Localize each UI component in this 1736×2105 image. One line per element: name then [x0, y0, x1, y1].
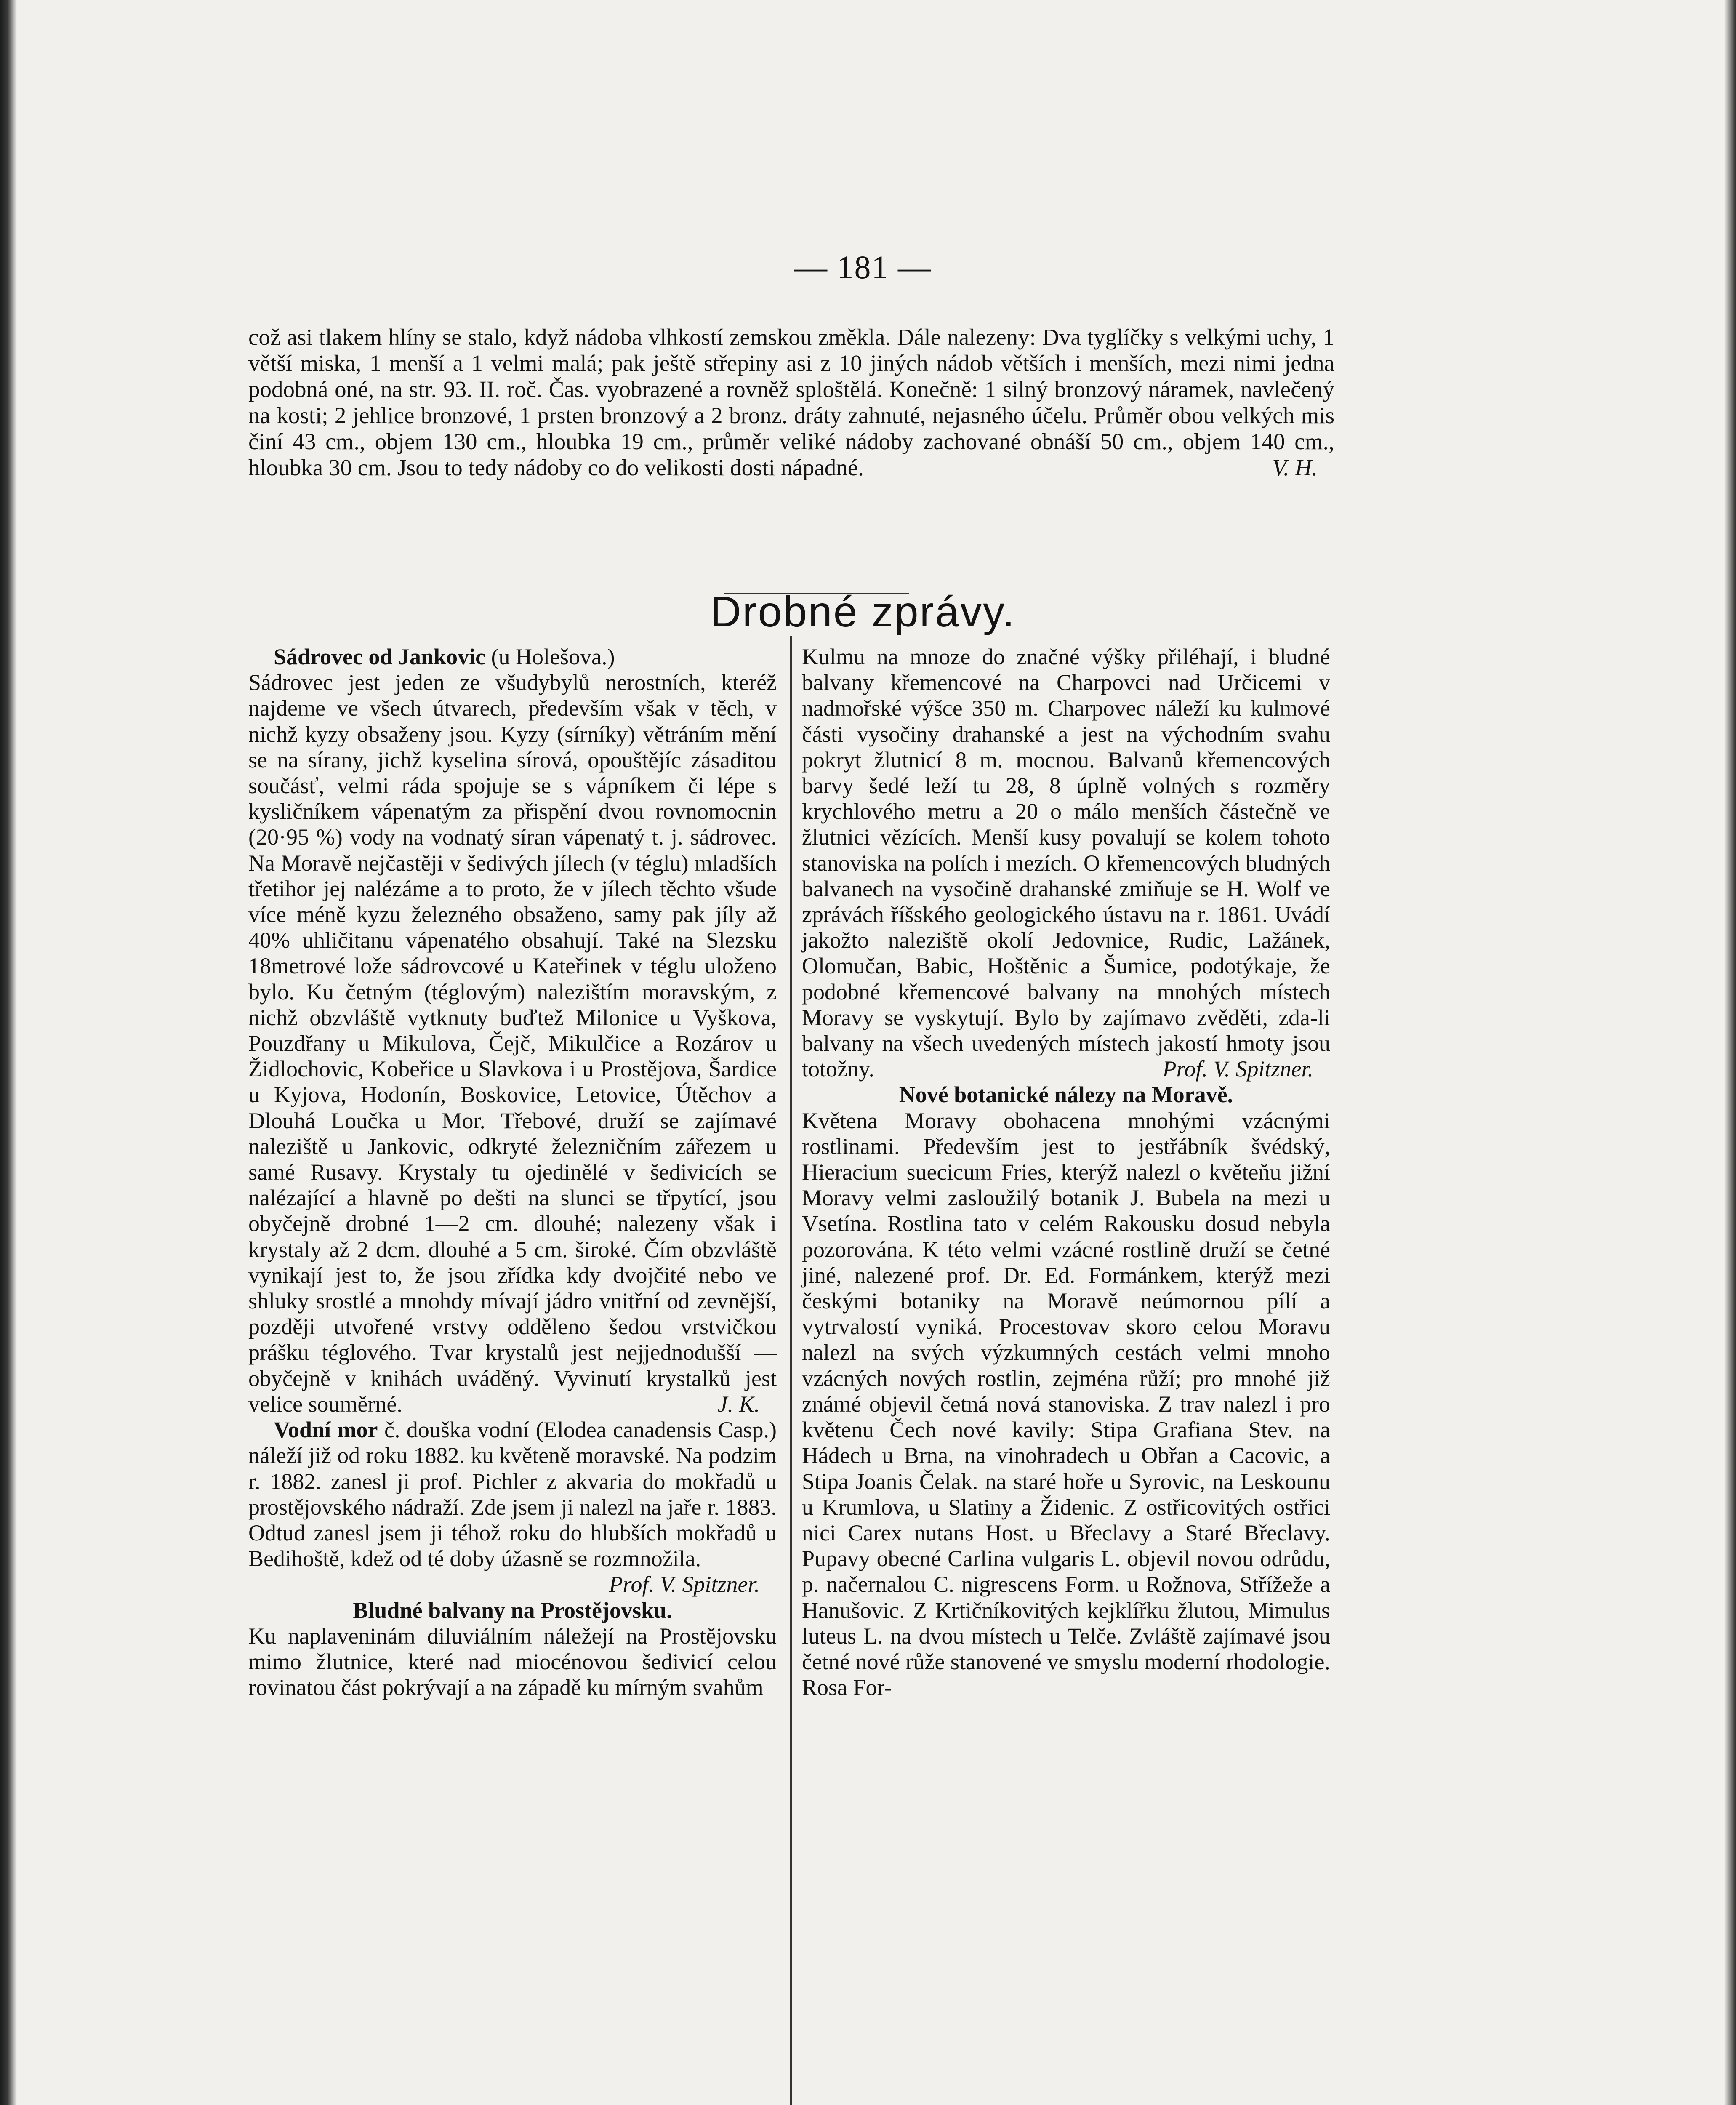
page-right-edge: [1724, 0, 1736, 2105]
article-signoff: V. H.: [1272, 455, 1318, 480]
continued-article: [248, 324, 1334, 481]
section-heading: Drobné zprávy.: [710, 588, 1016, 636]
article-body-botanika: Květena Moravy obohacena mnohými vzácnými rostlinami. Především jest to jestřábník švédský, Hieracium suecicum Fries, kterýž nalezl o květeňu jižní Moravy velmi zasloužilý botanik J. Bubela na mezi u Vsetína. Rostlina tato v celém Rakousku dosud nebyla pozorována. K této velmi vzácné rostlině druží se četné jiné, nalezené prof. Dr. Ed. Formánkem, kterýž mezi českými botaniky na Moravě neúmornou pílí a vytrvalostí vyniká. Procestovav skoro celou Moravu nalezl na svých výzkumných cestách velmi mnoho vzácných nových rostlin, zejména růží; pro mnohé již známé objevil četná nová stanoviska. Z trav nalezl i pro květenu Čech nové kavily: Stipa Grafiana Stev. na Hádech u Brna, na vinohradech u Obřan a Cacovic, a Stipa Joanis Čelak. na staré hoře u Syrovic, na Leskounu u Krumlova, u Slatiny a Židenic. Z ostřicovitých ostřici nici Carex nutans Host. u Břeclavy a Staré Břeclavy. Pupavy obecné Carlina vulgaris L. objevil novou odrůdu, p. načernalou C. nigrescens Form. u Rožnova, Střížeže a Hanušovic. Z Krtičníkovitých kejklířku žlutou, Mimulus luteus L. na dvou místech u Telče. Zvláště zajímavé jsou četné nové růže stanovené ve smyslu moderní rhodologie. Rosa For-: [802, 1108, 1330, 1700]
article-location-sadrovec: (u Holešova.): [485, 644, 615, 669]
article-author-vodni-mor: Prof. V. Spitzner.: [609, 1572, 760, 1597]
column-divider: [790, 636, 792, 2105]
right-column: [802, 644, 1330, 1700]
continued-article-text: [248, 324, 1334, 481]
article-body-sadrovec: [248, 670, 777, 1417]
left-column: [248, 644, 777, 1700]
article-author-sadrovec: J. K.: [717, 1391, 760, 1417]
article-heading-vodni-mor: Vodní mor: [274, 1417, 378, 1443]
continued-article-body: což asi tlakem hlíny se stalo, když nádoba vlhkostí zemskou změkla. Dále nalezeny: Dva tyglíčky s velkými uchy, 1 větší miska, 1 menší a 1 velmi malá; pak ještě střepiny asi z 10 jiných nádob větších i menších, mezi nimi jedna podobná oné, na str. 93. II. roč. Čas. vyobrazené a rovněž sploštělá. Konečně: 1 silný bronzový náramek, navlečený na kosti; 2 jehlice bronzové, 1 prsten bronzový a 2 bronz. dráty zahnuté, nejasného účelu. Průměr obou velkých mis činí 43 cm., objem 130 cm., hloubka 19 cm., průměr veliké nádoby zachované obnáší 50 cm., objem 140 cm., hloubka 30 cm. Jsou to tedy nádoby co do velikosti dosti nápadné.: [248, 324, 1334, 480]
article-text-balvany-cont: Kulmu na mnoze do značné výšky přiléhají, i bludné balvany křemencové na Charpovci nad Určicemi v nadmořské výšce 350 m. Charpovec náleží ku kulmové části vysočiny drahanské a jest na východním svahu pokryt žlutnicí 8 m. mocnou. Balvanů křemencových barvy šedé leží tu 28, 8 úplně volných s rozměry krychlového metru a 20 o málo menších částečně ve žlutnici vězících. Menší kusy povalují se kolem tohoto stanoviska na polích i mezích. O křemencových bludných balvanech na vysočině drahanské zmiňuje se H. Wolf ve zprávách říšského geologického ústavu na r. 1861. Uvádí jakožto naleziště okolí Jedovnice, Rudic, Lažánek, Olomučan, Babic, Hoštěnic a Šumice, podotýkaje, že podobné křemencové balvany na mnohých místech Moravy se vyskytují. Bylo by zajímavo zvěděti, zda-li balvany na všech uvedených místech jakostí hmoty jsou totožny.: [802, 644, 1330, 1082]
article-text-sadrovec: Sádrovec jest jeden ze všudybylů nerostních, kteréž najdeme ve všech útvarech, především však v těch, v nichž kyzy obsaženy jsou. Kyzy (sírníky) větráním mění se na sírany, jichž kyselina sírová, opouštějíc zásaditou součásť, velmi ráda spojuje se s vápníkem či lépe s kysličníkem vápenatým za přispění dvou rovnomocnin (20·95 %) vody na vodnatý síran vápenatý t. j. sádrovec. Na Moravě nejčastěji v šedivých jílech (v téglu) mladších třetihor jej nalézáme a to proto, že v jílech těchto všude více méně kyzu železného obsaženo, samy pak jíly až 40% uhličitanu vápenatého obsahují. Také na Slezsku 18metrové lože sádrovcové u Kateřinek v téglu uloženo bylo. Ku četným (téglovým) nalezištím moravským, z nichž obzvláště vytknuty buďtež Milonice u Vyškova, Pouzdřany u Mikulova, Čejč, Mikulčice a Rozárov u Židlochovic, Kobeřice u Slavkova i u Prostějova, Šardice u Kyjova, Hodonín, Boskovice, Letovice, Útěchov a Dlouhá Loučka u Mor. Třebové, druží se zajímavé naleziště u Jankovic, odkryté železničním zářezem u samé Rusavy. Krystaly tu ojedinělé v šedivicích se nalézající a hlavně po dešti na slunci se třpytící, jsou obyčejně drobné 1—2 cm. dlouhé; nalezeny však i krystaly až 2 dcm. dlouhé a 5 cm. široké. Čím obzvláště vynikají jest to, že jsou zřídka kdy dvojčité nebo ve shluky srostlé a mnohdy mívají jádro vnitřní od zevnější, později utvořené vrstvy odděleno šedou vrstvičkou prášku téglového. Tvar krystalů jest nejjednodušší — obyčejně v knihách uváděný. Vyvinutí krystalků jest velice souměrné.: [248, 670, 777, 1417]
article-vodni-mor: [248, 1417, 777, 1597]
article-heading-row-botanika: [802, 1082, 1330, 1108]
article-heading-balvany: Bludné balvany na Prostějovsku.: [353, 1597, 672, 1623]
page-binding-edge: [0, 0, 17, 2105]
article-body-balvany-cont: [802, 644, 1330, 1082]
article-author-balvany: Prof. V. Spitzner.: [1162, 1056, 1313, 1082]
article-body-balvany: Ku naplaveninám diluviálním náležejí na Prostějovsku mimo žlutnice, které nad miocénovou šedivicí celou rovinatou část pokrývají a na západě ku mírným svahům: [248, 1623, 777, 1700]
article-heading-botanika: Nové botanické nálezy na Moravě.: [899, 1082, 1233, 1108]
page-number: — 181 —: [794, 249, 932, 285]
article-heading-sadrovec: Sádrovec od Jankovic: [274, 644, 486, 669]
article-text-vodni-mor: č. douška vodní (Elodea canadensis Casp.) náleží již od roku 1882. ku květeně moravské. Na podzim r. 1882. zanesl ji prof. Pichler z akvaria do mokřadů u prostějovského nádraží. Zde jsem ji nalezl na jaře r. 1883. Odtud zanesl jsem ji téhož roku do hlubších mokřadů u Bedihoště, kdež od té doby úžasně se rozmnožila.: [248, 1417, 777, 1572]
article-sadrovec: [248, 644, 777, 670]
article-heading-row-balvany: [248, 1598, 777, 1623]
